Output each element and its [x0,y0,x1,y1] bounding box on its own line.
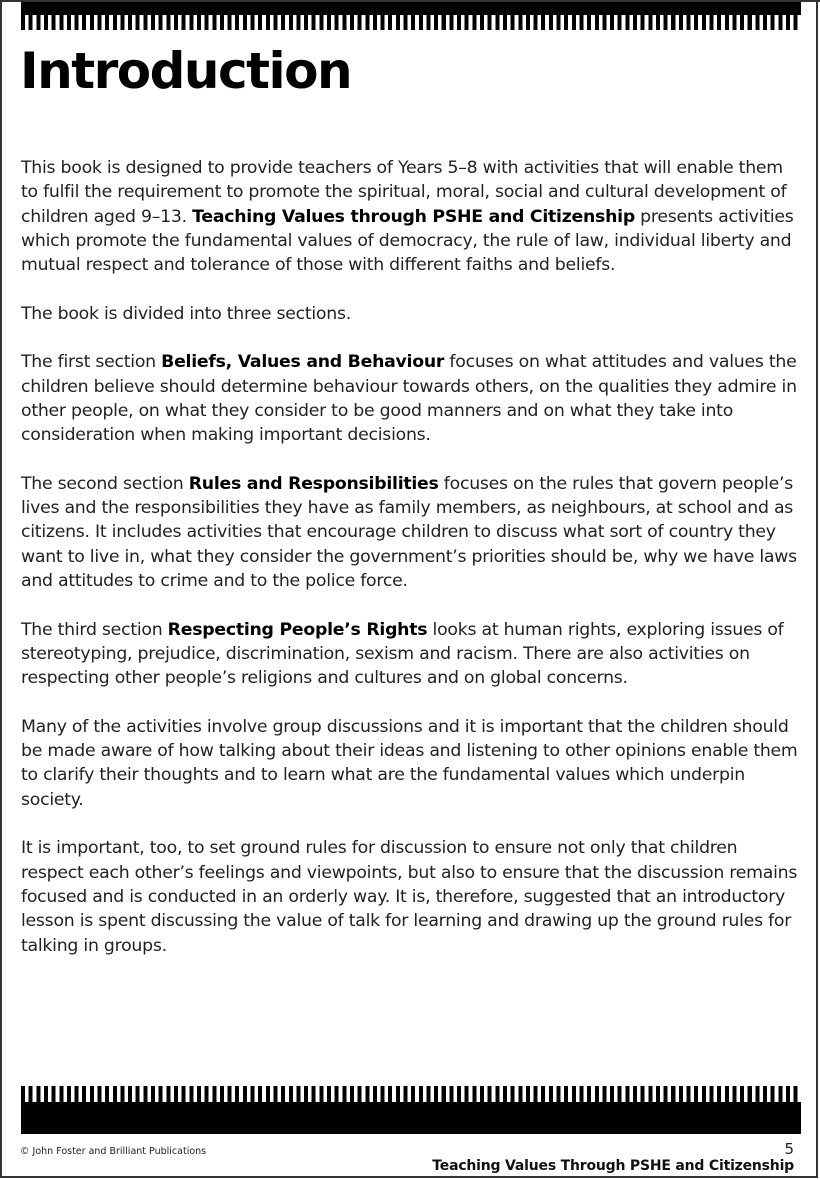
body-text [21,156,801,982]
running-footer-title: Teaching Values Through PSHE and Citizenship [432,1158,794,1174]
paragraph-text: focuses on the rules that govern people’s lives and the responsibilities they have as family members, as neighbours, at school and as citizens. It includes activities that encourage children to discuss what sort of country they want to live in, what they consider the government’s priorities should be, why we have laws and attitudes to crime and to the police force. [21,473,797,592]
page-number: 5 [784,1140,794,1158]
comb-teeth [21,15,801,30]
copyright-notice: © John Foster and Brilliant Publications [20,1146,207,1157]
comb-band [21,1102,801,1134]
paragraph-text: The first section [21,352,162,373]
comb-band [21,2,801,15]
paragraph-text: Many of the activities involve group discussions and it is important that the children should be made aware of how talking about their ideas and listening to other opinions enable them to clarify their thoughts and to learn what are the fundamental values which underpin society. [21,716,798,810]
paragraph-text: The book is divided into three sections. [21,303,351,324]
section-name-emphasis: Rules and Responsibilities [188,473,439,494]
paragraph-ground-rules [21,836,801,957]
paragraph-group-discussions [21,715,801,812]
top-comb-bar-decoration [21,2,801,30]
paragraph-text: It is important, too, to set ground rules for discussion to ensure not only that children respect each other’s feelings and viewpoints, but also to ensure that the discussion remains focused and is conducted in an orderly way. It is, therefore, suggested that an introductory lesson is spent discussing the value of talk for learning and drawing up the ground rules for talking in groups. [21,838,798,956]
paragraph-text: The third section [21,619,168,640]
paragraph-third-section [21,618,801,691]
book-title-emphasis: Teaching Values through PSHE and Citizenship [192,206,635,227]
paragraph-text: presents activities which promote the fundamental values of democracy, the rule of law, individual liberty and mutual respect and tolerance of those with different faiths and beliefs. [21,206,794,276]
paragraph-text: looks at human rights, exploring issues of stereotyping, prejudice, discrimination, sexism and racism. There are also activities on respecting other people’s religions and cultures and on global concerns. [21,619,784,689]
paragraph-text: focuses on what attitudes and values the children believe should determine behaviour towards others, on the qualities they admire in other people, on what they consider to be good manners and on what they take into consideration when making important decisions. [21,352,797,446]
paragraph-text: This book is designed to provide teachers of Years 5–8 with activities that will enable them to fulfil the requirement to promote the spiritual, moral, social and cultural development of children aged 9–13. [21,158,787,227]
section-name-emphasis: Beliefs, Values and Behaviour [161,352,445,373]
page-title: Introduction [20,42,352,100]
bottom-comb-bar-decoration [21,1086,801,1134]
paragraph-sections [21,302,801,326]
paragraph-first-section [21,350,801,447]
paragraph-intro [21,156,801,277]
section-name-emphasis: Respecting People’s Rights [167,619,428,640]
paragraph-text: The second section [21,473,189,494]
paragraph-second-section [21,472,801,593]
comb-teeth [21,1086,801,1102]
